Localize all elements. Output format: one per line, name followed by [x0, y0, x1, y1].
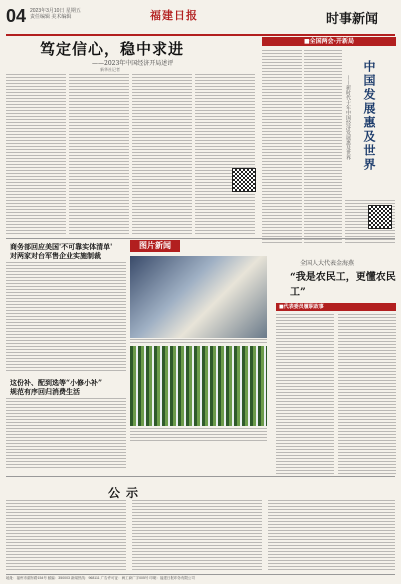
divider — [6, 238, 395, 239]
rural-subtitle: 全国人大代表金海燕 — [300, 260, 355, 267]
story3-body — [6, 398, 126, 470]
photo1-caption — [130, 339, 267, 345]
right-col-2 — [304, 50, 342, 245]
photo-lab — [130, 256, 267, 338]
rural-col-2 — [338, 314, 396, 474]
lead-col-1 — [6, 74, 66, 234]
photo-greenhouse — [130, 346, 267, 426]
rural-section-bar: ■代表委员履职故事 — [276, 303, 396, 311]
lead-byline: 新华社记者 — [100, 67, 120, 72]
qr-code — [232, 168, 256, 192]
page-number: 04 — [6, 6, 27, 26]
story3-title: 这份补、配到选等“小修小补” 规范有序回归消费生活 — [10, 378, 103, 396]
photo2-caption — [130, 428, 267, 442]
right-subtitle: ——新时代十年中国经济发展惠及世界 — [345, 75, 351, 160]
story2-title: 商务部回应美国'不可靠实体清单' 对两家对台军售企业实施制裁 — [10, 242, 113, 260]
notice-body-mid — [132, 500, 262, 570]
notice-body-right — [268, 500, 395, 570]
rural-col-1 — [276, 314, 334, 474]
lead-col-4 — [195, 74, 255, 234]
rural-title: “我是农民工，更懂农民工” — [290, 272, 396, 298]
qr-code-right — [368, 205, 392, 229]
notice-body-left — [6, 500, 126, 570]
lead-title: 笃定信心，稳中求进 — [40, 40, 185, 58]
date-line — [30, 8, 81, 20]
notice-divider — [6, 476, 395, 477]
notice-title: 公示 — [108, 486, 145, 500]
lead-col-2 — [69, 74, 129, 234]
date-line-2: 责任编辑 美术编辑 — [30, 14, 72, 20]
story2-body — [6, 262, 126, 372]
right-title: 中国发展惠及世界 — [362, 60, 376, 172]
footer: 地址：福州市湖东路154号 邮编：350003 新闻热线：968111 广告许可证：闽工商广字005号 印刷：福建日报印务有限公司 — [6, 574, 395, 583]
section-title: 时事新闻 — [326, 12, 379, 27]
lead-col-3 — [132, 74, 192, 234]
section-banner: ■全国两会·开新局 — [262, 37, 396, 46]
newspaper-logo: 福建日报 — [150, 9, 198, 22]
lead-subtitle: ——2023年中国经济开局述评 — [92, 60, 174, 67]
picture-news-label: 图片新闻 — [130, 240, 180, 252]
date-line-1: 2023年3月10日 星期五 — [30, 8, 81, 14]
right-col-1 — [262, 50, 302, 245]
